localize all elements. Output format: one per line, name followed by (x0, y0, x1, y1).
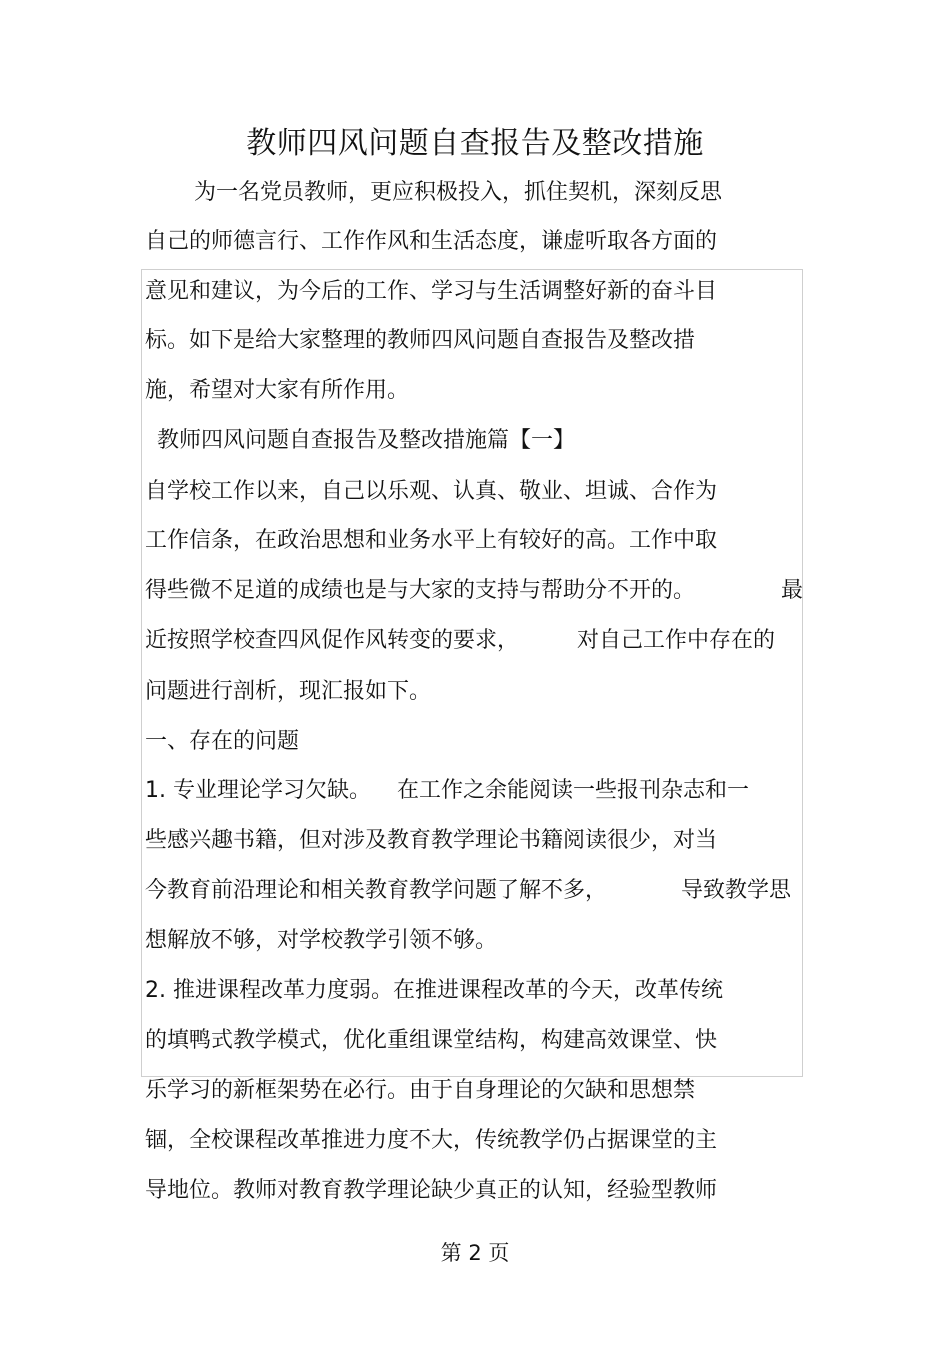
text-line: 最 (781, 578, 804, 603)
text-line: 2. 推进课程改革力度弱。在推进课程改革的今天，改革传统 (145, 978, 723, 1003)
text-line: 些感兴趣书籍，但对涉及教育教学理论书籍阅读很少，对当 (145, 828, 718, 853)
text-line: 乐学习的新框架势在必行。由于自身理论的欠缺和思想禁 (145, 1078, 696, 1103)
text-line: 想解放不够，对学校教学引领不够。 (145, 928, 498, 953)
text-line: 得些微不足道的成绩也是与大家的支持与帮助分不开的。 (145, 578, 696, 603)
section-heading: 教师四风问题自查报告及整改措施篇【一】 (157, 428, 576, 453)
text-line: 导致教学思 (681, 878, 792, 903)
text-line: 自己的师德言行、工作作风和生活态度，谦虚听取各方面的 (145, 229, 718, 254)
text-line: 对自己工作中存在的 (577, 628, 776, 653)
text-line: 为一名党员教师，更应积极投入，抓住契机，深刻反思 (194, 180, 723, 205)
text-line: 1. 专业理论学习欠缺。 (145, 778, 371, 803)
text-line: 近按照学校查四风促作风转变的要求， (145, 628, 520, 653)
text-line: 施，希望对大家有所作用。 (145, 378, 410, 403)
text-line: 今教育前沿理论和相关教育教学问题了解不多， (145, 878, 608, 903)
text-line: 的填鸭式教学模式，优化重组课堂结构，构建高效课堂、快 (145, 1028, 718, 1053)
text-line: 标。如下是给大家整理的教师四风问题自查报告及整改措 (145, 328, 696, 353)
text-line: 锢，全校课程改革推进力度不大，传统教学仍占据课堂的主 (145, 1128, 718, 1153)
document-title: 教师四风问题自查报告及整改措施 (246, 126, 704, 161)
text-line: 问题进行剖析，现汇报如下。 (145, 679, 432, 704)
text-line: 工作信条，在政治思想和业务水平上有较好的高。工作中取 (145, 528, 718, 553)
text-line: 意见和建议，为今后的工作、学习与生活调整好新的奋斗目 (145, 279, 718, 304)
text-line: 导地位。教师对教育教学理论缺少真正的认知，经验型教师 (145, 1178, 718, 1203)
page-number: 第 2 页 (440, 1241, 510, 1265)
subheading: 一、存在的问题 (145, 729, 300, 754)
text-line: 自学校工作以来，自己以乐观、认真、敬业、坦诚、合作为 (145, 479, 718, 504)
text-line: 在工作之余能阅读一些报刊杂志和一 (397, 778, 750, 803)
